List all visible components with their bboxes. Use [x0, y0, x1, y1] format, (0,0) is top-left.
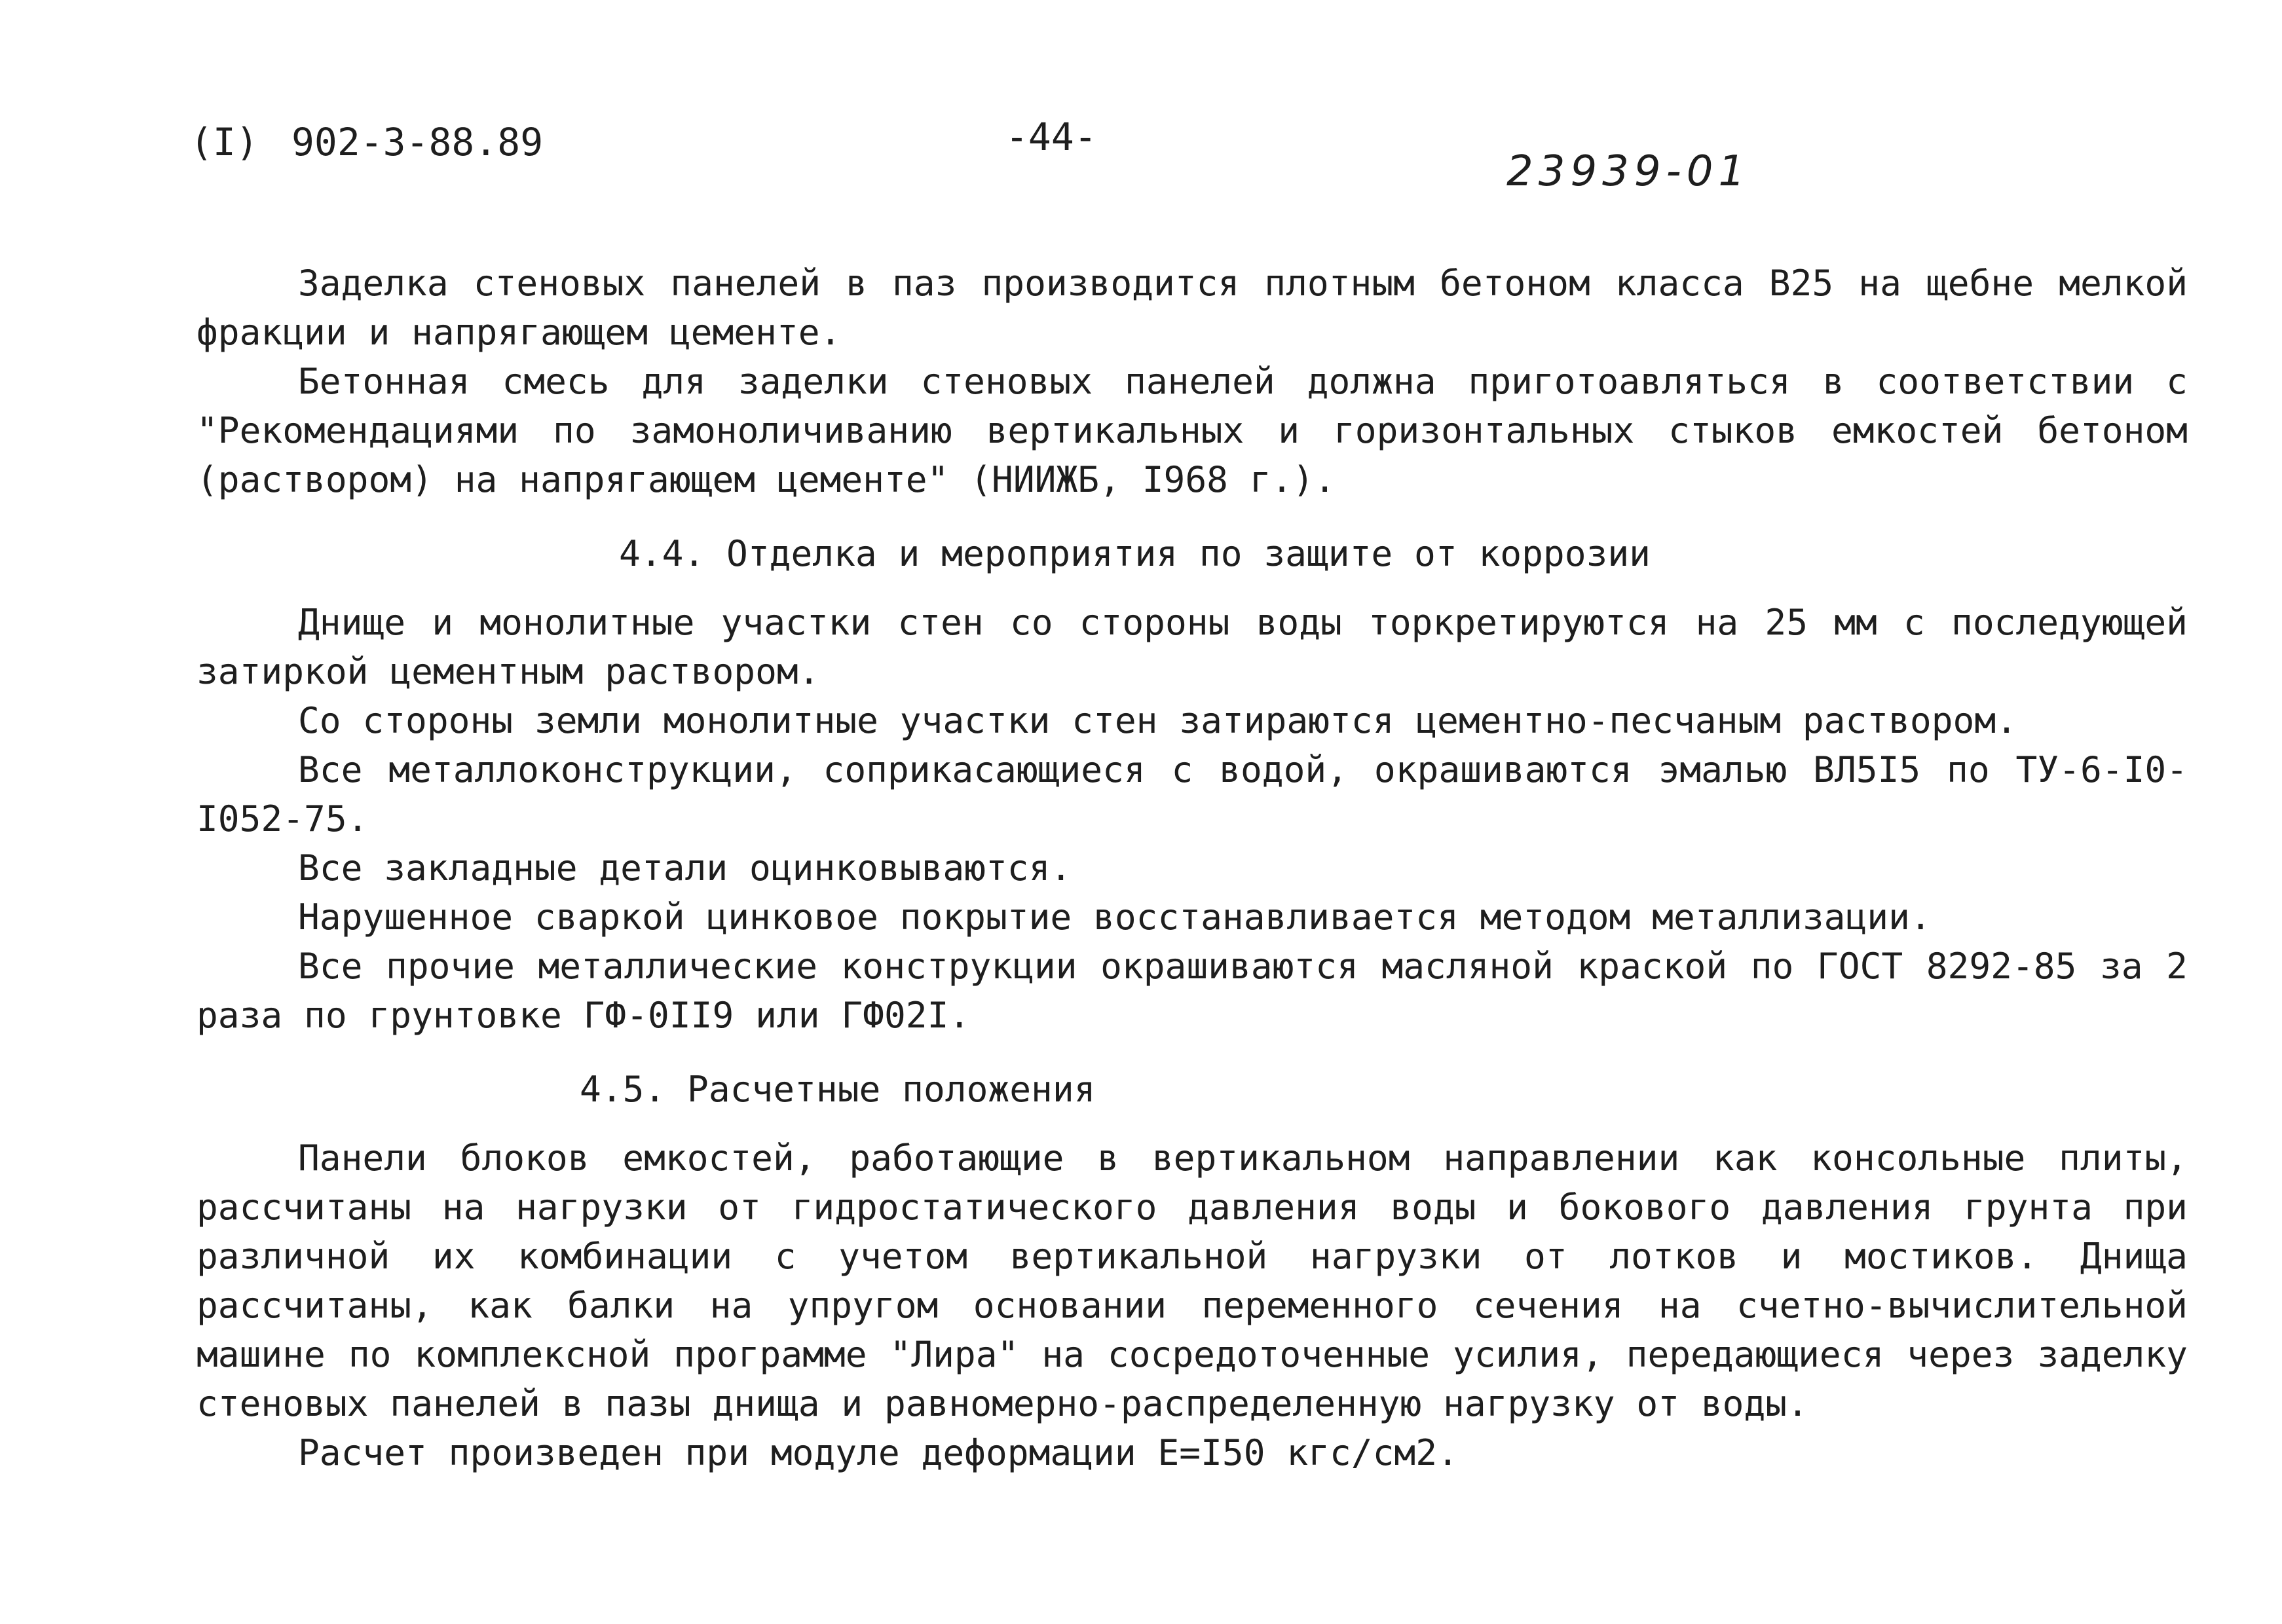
paragraph: Заделка стеновых панелей в паз производится плотным бетоном класса В25 на щебне мелкой фракции и напрягающем цементе. — [196, 262, 2188, 353]
paragraph: Нарушенное сваркой цинковое покрытие восстанавливается методом металлизации. — [298, 896, 1932, 938]
paragraph: Все металлоконструкции, соприкасающиеся с водой, окрашиваются эмалью ВЛ5I5 по ТУ-6-I0-I052-75. — [196, 748, 2188, 840]
section-heading-4-5: 4.5. Расчетные положения — [580, 1068, 1096, 1110]
paragraph: Бетонная смесь для заделки стеновых панелей должна приготоавляться в соответствии с "Рекомендациями по замоноличиванию вертикальных и горизонтальных стыков емкостей бетоном (раствором) на напрягающем цементе" (НИИЖБ, I968 г.). — [196, 360, 2188, 500]
paragraph: Днище и монолитные участки стен со стороны воды торкретируются на 25 мм с последующей затиркой цементным раствором. — [196, 601, 2188, 692]
header-code: 902-3-88.89 — [291, 120, 544, 164]
paragraph: Панели блоков емкостей, работающие в вертикальном направлении как консольные плиты, рассчитаны на нагрузки от гидростатического давления воды и бокового давления грунта при различной их комбинации с учетом вертикальной нагрузки от лотков и мостиков. Днища рассчитаны, как балки на упругом основании переменного сечения на счетно-вычислительной машине по комплексной программе "Лира" на сосредоточенные усилия, передающиеся через заделку стеновых панелей в пазы днища и равномерно-распределенную нагрузку от воды. — [196, 1137, 2188, 1424]
paragraph: Расчет произведен при модуле деформации Е=I50 кгс/см2. — [298, 1431, 1459, 1473]
archive-number: 23939-01 — [1506, 147, 1751, 196]
page-number: -44- — [1005, 115, 1097, 159]
header-mark: (I) — [190, 120, 259, 164]
body-text — [196, 259, 2188, 1477]
paragraph: Все закладные детали оцинковываются. — [298, 847, 1072, 889]
section-heading-4-4: 4.4. Отделка и мероприятия по защите от коррозии — [619, 532, 1651, 574]
paragraph: Все прочие металлические конструкции окрашиваются масляной краской по ГОСТ 8292-85 за 2 раза по грунтовке ГФ-0II9 или ГФ02I. — [196, 945, 2188, 1036]
paragraph: Со стороны земли монолитные участки стен затираются цементно-песчаным раствором. — [298, 699, 2017, 741]
